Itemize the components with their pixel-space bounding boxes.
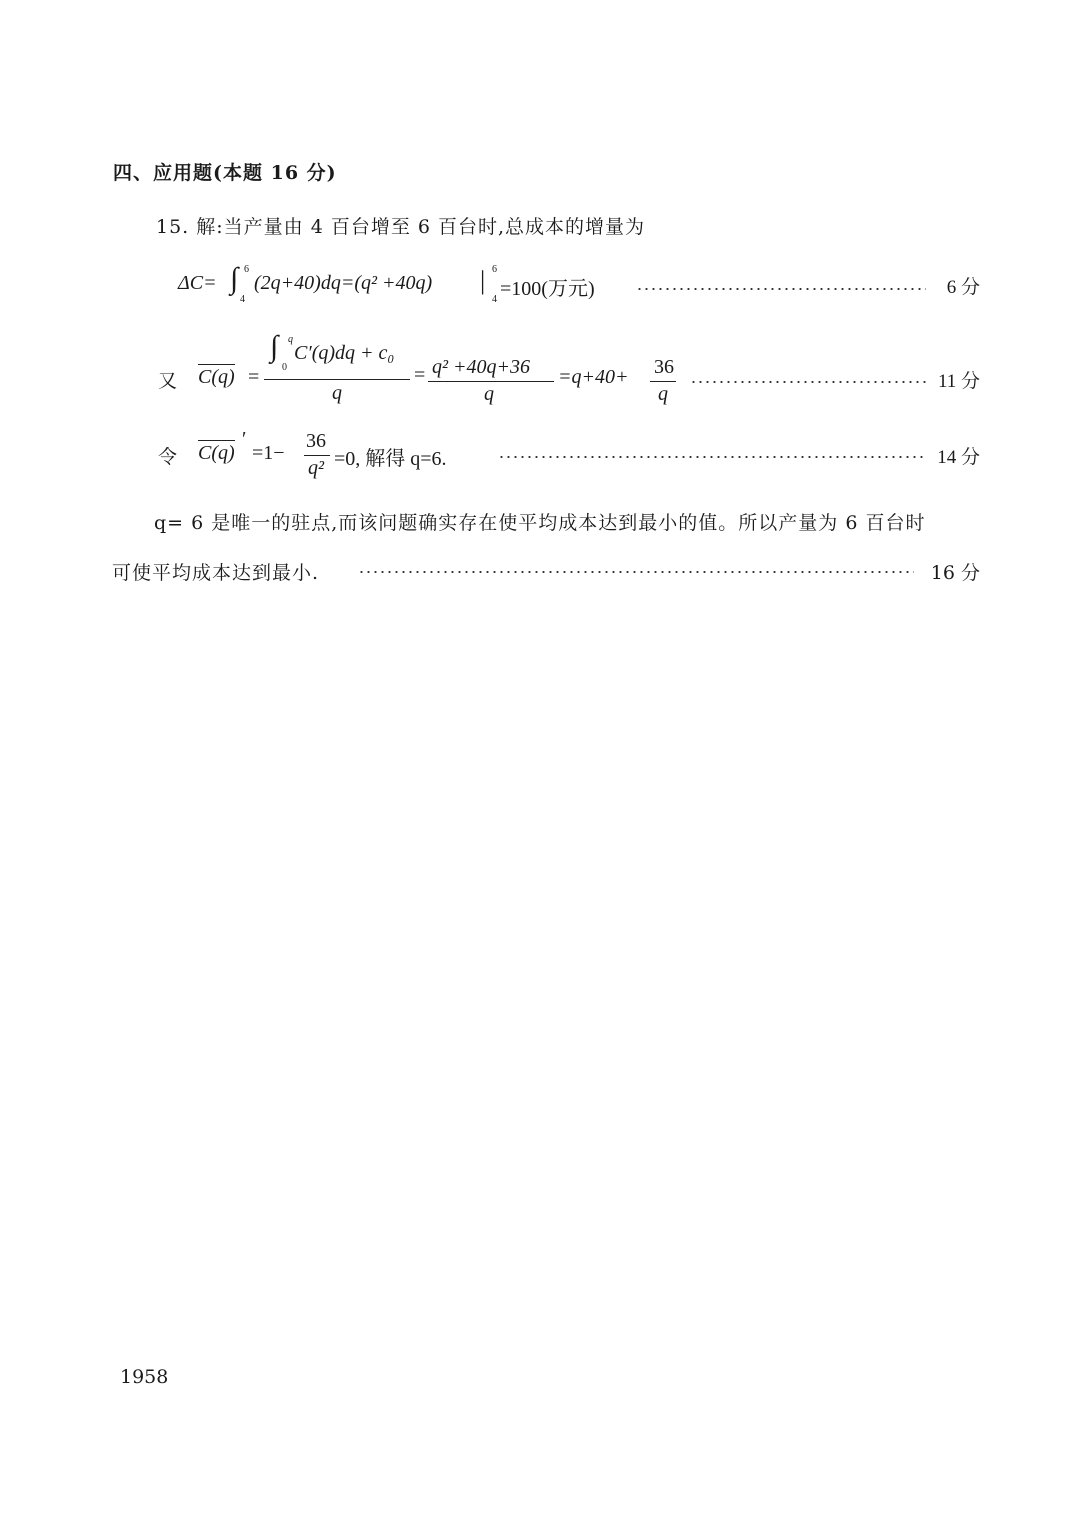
equals-sign: = [414, 364, 426, 386]
eq1-score: 6 分 [946, 277, 980, 298]
fraction-polynomial [428, 350, 558, 405]
eval-bar: | [480, 266, 486, 295]
numerator-integral: C′(q)dq + c₀ [294, 342, 395, 364]
eq3-tail: =0, 解得 q=6. [334, 448, 447, 470]
conclusion-line-2: 可使平均成本达到最小. [112, 562, 320, 584]
avg-cost-symbol: C(q) [198, 366, 235, 388]
fraction-bar [428, 381, 554, 382]
integral-sign: ∫ [230, 262, 239, 295]
eq2-int-lower: 0 [282, 362, 287, 373]
eq2-equals: = [248, 366, 260, 388]
eq1-result: =100(万元) [500, 278, 595, 300]
conclusion-score: 16 分 [930, 562, 980, 584]
eq1-lhs: ΔC= [178, 272, 217, 294]
dot-leader [498, 456, 926, 458]
eq1-eval-upper: 6 [492, 264, 497, 275]
page-number: 1958 [120, 1366, 169, 1388]
denominator-q: q [332, 382, 342, 404]
fraction-bar [650, 381, 676, 382]
conclusion-line-1: q= 6 是唯一的驻点,而该问题确实存在使平均成本达到最小的值。所以产量为 6 百台时 [154, 512, 926, 534]
eq1-upper-limit: 6 [244, 264, 249, 275]
equation-average-cost [158, 330, 980, 406]
fraction-36-over-q [650, 350, 680, 405]
fraction-36-over-q-squared [304, 428, 334, 478]
integral-sign: ∫ [270, 330, 279, 363]
eq3-mid: =1− [252, 442, 285, 464]
conclusion-line-2-row [112, 556, 980, 586]
eq1-lower-limit: 4 [240, 294, 245, 305]
fraction-bar [304, 455, 330, 456]
numerator-polynomial: q² +40q+36 [432, 356, 530, 378]
denominator-q: q [484, 383, 494, 405]
eq2-int-upper: q [288, 334, 293, 345]
eq3-prefix: 令 [158, 447, 179, 468]
eq1-integrand: (2q+40)dq=(q² +40q) [254, 272, 433, 294]
numerator-36: 36 [654, 356, 674, 378]
solution-intro: 15. 解:当产量由 4 百台增至 6 百台时,总成本的增量为 [156, 216, 646, 238]
eq2-prefix: 又 [158, 371, 179, 392]
fraction-bar [264, 379, 410, 380]
prime-mark: ′ [242, 428, 247, 450]
section-title: 四、应用题(本题 16 分) [113, 162, 337, 184]
fraction-integral [264, 330, 412, 404]
eq3-score: 14 分 [937, 447, 980, 468]
eq2-tail: =q+40+ [558, 366, 629, 388]
denominator-q: q [658, 383, 668, 405]
eq2-score: 11 分 [937, 371, 980, 392]
dot-leader [690, 381, 926, 383]
avg-cost-symbol: C(q) [198, 442, 235, 464]
denominator-q-squared: q² [308, 457, 324, 479]
dot-leader [636, 288, 926, 290]
equation-delta-c [178, 262, 980, 306]
numerator-36: 36 [306, 430, 326, 452]
equation-derivative [158, 428, 980, 482]
eq1-eval-lower: 4 [492, 294, 497, 305]
dot-leader [358, 571, 914, 573]
